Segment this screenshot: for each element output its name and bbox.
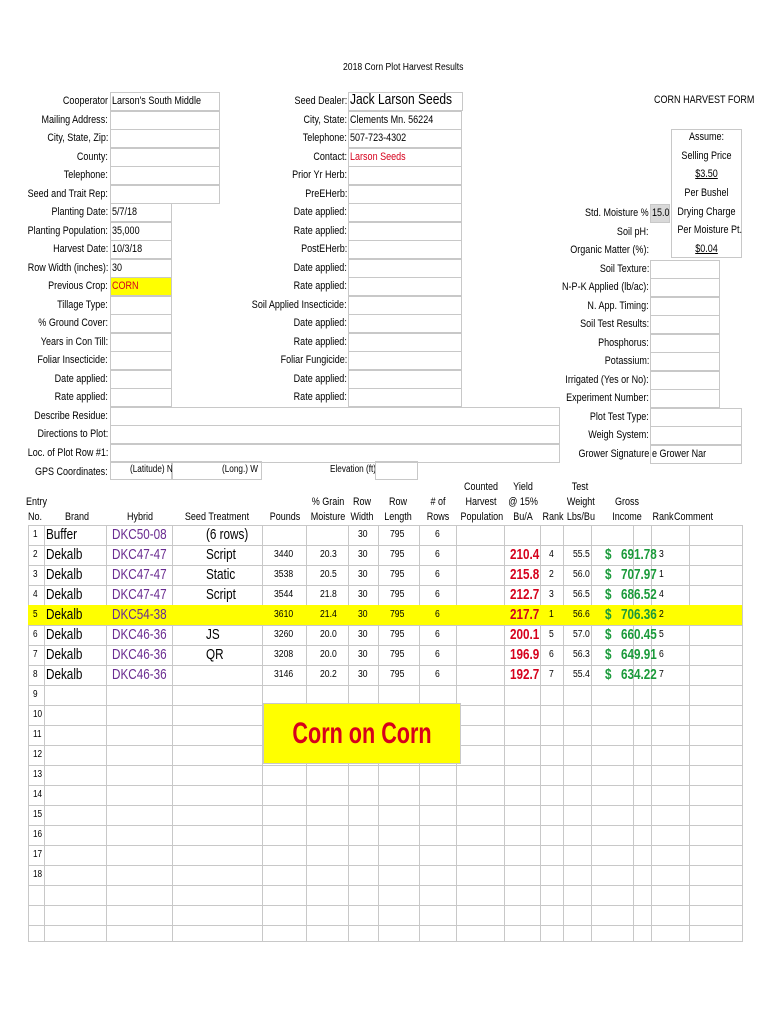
field-box[interactable]: [348, 259, 462, 278]
hybrid-cell: DKC54-38: [112, 606, 167, 623]
table-row[interactable]: [28, 545, 742, 565]
table-row[interactable]: [28, 685, 742, 705]
field-value: 10/3/18: [112, 243, 143, 255]
field-box[interactable]: [650, 371, 720, 390]
field-box[interactable]: [650, 297, 720, 316]
field-label: Date applied:: [293, 261, 347, 274]
entry-no: 4: [33, 589, 38, 600]
field-box[interactable]: [650, 260, 720, 279]
field-box[interactable]: [348, 166, 462, 185]
field-label: Directions to Plot:: [37, 428, 108, 440]
field-label: Rate applied:: [293, 391, 347, 403]
gross-income-cell: 686.52: [621, 586, 657, 603]
row-length-cell: 795: [390, 609, 405, 620]
seed-treatment-cell: Static: [206, 566, 236, 583]
test-weight-cell: 57.0: [573, 629, 590, 640]
field-box[interactable]: [110, 407, 560, 426]
hdr-seed-treatment: Seed Treatment: [184, 511, 250, 523]
corn-on-corn-callout: [263, 703, 461, 764]
table-row[interactable]: [28, 845, 742, 865]
field-value: CORN: [112, 280, 139, 292]
selling-price-value: $3.50: [695, 168, 718, 180]
field-label: Soil Test Results:: [579, 318, 649, 330]
field-label: Seed Dealer:: [294, 95, 347, 107]
field-label: PostEHerb:: [300, 243, 347, 255]
hdr-rows-1: # of: [430, 496, 446, 508]
rank2-cell: 2: [659, 609, 664, 620]
entry-no: 11: [33, 729, 42, 740]
field-box[interactable]: [110, 148, 220, 167]
field-box[interactable]: [348, 222, 462, 241]
hdr-yield-3: Bu/A: [513, 511, 533, 523]
gross-income-cell: 691.78: [621, 546, 657, 563]
test-weight-cell: 55.4: [573, 669, 590, 680]
field-value: 507-723-4302: [350, 132, 407, 144]
field-label: Contact:: [313, 150, 347, 163]
hdr-rank2: Rank: [652, 511, 674, 523]
brand-cell: Dekalb: [46, 606, 83, 623]
field-label: Loc. of Plot Row #1:: [27, 446, 108, 459]
brand-cell: Dekalb: [46, 666, 83, 683]
gross-income-cell: 706.36: [621, 606, 657, 623]
hdr-pop-3: Population: [460, 511, 504, 523]
entry-no: 6: [33, 629, 38, 640]
brand-cell: Dekalb: [46, 646, 83, 663]
row-width-cell: 30: [358, 529, 368, 540]
rank2-cell: 6: [659, 649, 664, 660]
hybrid-cell: DKC47-47: [112, 586, 167, 603]
dollar-sign: $: [605, 666, 612, 683]
field-box[interactable]: [348, 388, 462, 407]
gps-long-label: (Long.) W: [222, 464, 259, 475]
field-box[interactable]: [110, 129, 220, 148]
hdr-row-width-2: Width: [350, 511, 374, 523]
pounds-cell: 3260: [274, 629, 294, 640]
hdr-row-length-1: Row: [388, 496, 408, 508]
field-box[interactable]: [650, 408, 742, 427]
entry-no: 2: [33, 549, 38, 560]
gross-income-cell: 660.45: [621, 626, 657, 643]
field-box[interactable]: [348, 314, 462, 333]
field-label: Foliar Fungicide:: [280, 354, 347, 366]
hdr-pop-2: Harvest: [465, 496, 497, 508]
yield-cell: 200.1: [510, 626, 540, 643]
moisture-cell: 20.2: [320, 669, 337, 680]
gross-income-cell: 649.91: [621, 646, 657, 663]
hdr-row-width-1: Row: [352, 496, 372, 508]
rows-cell: 6: [435, 609, 440, 620]
entry-no: 12: [33, 749, 43, 760]
field-box[interactable]: [110, 111, 220, 130]
row-width-cell: 30: [358, 609, 368, 620]
field-label: Date applied:: [293, 317, 347, 329]
field-box[interactable]: [110, 370, 172, 389]
field-box[interactable]: [650, 334, 720, 353]
field-label: Potassium:: [604, 355, 649, 367]
field-label: Telephone:: [63, 169, 108, 181]
field-value: Clements Mn. 56224: [350, 113, 434, 126]
field-box[interactable]: [348, 370, 462, 389]
field-value: Larson Seeds: [350, 150, 406, 163]
field-label: Phosphorus:: [598, 336, 649, 349]
test-weight-cell: 56.0: [573, 569, 590, 580]
gross-income-cell: 634.22: [621, 666, 657, 683]
brand-cell: Dekalb: [46, 626, 83, 643]
entry-no: 9: [33, 689, 38, 700]
hdr-brand: Brand: [64, 511, 90, 523]
dollar-sign: $: [605, 606, 612, 623]
field-label: Seed and Trait Rep:: [27, 187, 108, 200]
field-label: N. App. Timing:: [587, 299, 649, 312]
field-label: Std. Moisture %: [585, 207, 649, 219]
field-label: Experiment Number:: [566, 392, 649, 404]
rank2-cell: 5: [659, 629, 664, 640]
field-box[interactable]: [650, 426, 742, 445]
field-label: Foliar Insecticide:: [37, 354, 108, 366]
field-label: PreEHerb:: [304, 187, 347, 200]
grid-line: [742, 525, 743, 942]
test-weight-cell: 56.6: [573, 609, 590, 620]
field-label: Mailing Address:: [41, 113, 108, 126]
table-row[interactable]: [28, 785, 742, 805]
row-width-cell: 30: [358, 549, 368, 560]
field-value: 5/7/18: [112, 206, 138, 218]
field-label: Planting Population:: [27, 224, 108, 237]
moisture-cell: 20.0: [320, 649, 337, 660]
field-box[interactable]: [110, 166, 220, 185]
entry-no: 17: [33, 849, 43, 860]
field-value: e Grower Nar: [652, 447, 707, 460]
table-row[interactable]: [28, 585, 742, 605]
hybrid-cell: DKC50-08: [112, 526, 167, 543]
seed-treatment-cell: Script: [206, 546, 236, 563]
page-title: 2018 Corn Plot Harvest Results: [343, 62, 464, 73]
hybrid-cell: DKC46-36: [112, 646, 167, 663]
gps-elev-box[interactable]: [375, 461, 418, 480]
field-box[interactable]: [348, 351, 462, 370]
field-box[interactable]: [650, 352, 720, 371]
rows-cell: 6: [435, 629, 440, 640]
field-box[interactable]: [110, 351, 172, 370]
entry-no: 16: [33, 829, 43, 840]
row-width-cell: 30: [358, 649, 368, 660]
field-box[interactable]: [110, 333, 172, 352]
hdr-pop-1: Counted: [463, 481, 499, 493]
grid-line: [28, 925, 742, 926]
hybrid-cell: DKC46-36: [112, 626, 167, 643]
form-title: CORN HARVEST FORM: [654, 94, 755, 106]
hybrid-cell: DKC47-47: [112, 566, 167, 583]
rank2-cell: 1: [659, 569, 664, 580]
moisture-cell: 20.5: [320, 569, 337, 580]
field-label: Soil Applied Insecticide:: [252, 298, 347, 311]
field-label-gps: GPS Coordinates:: [35, 466, 108, 478]
yield-cell: 215.8: [510, 566, 540, 583]
field-box[interactable]: [110, 425, 560, 444]
hdr-pounds: Pounds: [269, 511, 301, 523]
field-box[interactable]: [650, 389, 720, 408]
dollar-sign: $: [605, 546, 612, 563]
selling-price-label: Selling Price: [681, 150, 732, 162]
grid-line: [28, 941, 742, 942]
rank-cell: 2: [549, 569, 554, 580]
seed-treatment-cell: QR: [206, 646, 224, 663]
field-box[interactable]: [110, 388, 172, 407]
row-length-cell: 795: [390, 629, 405, 640]
hdr-moisture-2: Moisture: [310, 511, 346, 523]
field-label: Rate applied:: [293, 280, 347, 292]
hdr-yield-2: @ 15%: [508, 496, 538, 508]
field-value: Larson's South Middle: [112, 95, 201, 107]
rows-cell: 6: [435, 569, 440, 580]
field-box[interactable]: [110, 296, 172, 315]
brand-cell: Dekalb: [46, 566, 83, 583]
moisture-cell: 20.0: [320, 629, 337, 640]
gross-income-cell: 707.97: [621, 566, 657, 583]
field-label: Rate applied:: [54, 391, 108, 403]
seed-treatment-cell: Script: [206, 586, 236, 603]
rank2-cell: 4: [659, 589, 664, 600]
rank2-cell: 7: [659, 669, 664, 680]
yield-cell: 210.4: [510, 546, 540, 563]
field-label: Irrigated (Yes or No):: [565, 373, 649, 386]
hdr-row-length-2: Length: [384, 511, 412, 523]
pounds-cell: 3610: [274, 609, 294, 620]
field-label: Date applied:: [293, 206, 347, 218]
yield-cell: 217.7: [510, 606, 540, 623]
field-box[interactable]: [110, 314, 172, 333]
dollar-sign: $: [605, 566, 612, 583]
test-weight-cell: 55.5: [573, 549, 590, 560]
field-label: Describe Residue:: [34, 409, 108, 422]
rank-cell: 5: [549, 629, 554, 640]
field-label: Row Width (inches):: [27, 261, 108, 274]
entry-no: 7: [33, 649, 38, 660]
hdr-gi-2: Income: [612, 511, 642, 523]
rows-cell: 6: [435, 529, 440, 540]
test-weight-cell: 56.5: [573, 589, 590, 600]
brand-cell: Dekalb: [46, 546, 83, 563]
rows-cell: 6: [435, 589, 440, 600]
row-length-cell: 795: [390, 669, 405, 680]
hdr-entry: Entry: [25, 496, 48, 508]
brand-cell: Dekalb: [46, 586, 83, 603]
moisture-cell: 20.3: [320, 549, 337, 560]
field-label: Telephone:: [302, 132, 347, 144]
field-label: Tillage Type:: [57, 298, 108, 311]
gps-elev-label: Elevation (ft): [330, 464, 377, 475]
field-label: County:: [76, 150, 108, 163]
grid-line: [28, 905, 742, 906]
rows-cell: 6: [435, 669, 440, 680]
field-box[interactable]: [110, 444, 560, 463]
field-label: Prior Yr Herb:: [292, 169, 347, 181]
pounds-cell: 3208: [274, 649, 294, 660]
yield-cell: 212.7: [510, 586, 540, 603]
table-row[interactable]: [28, 665, 742, 685]
field-label: Previous Crop:: [48, 280, 108, 292]
rank2-cell: 3: [659, 549, 664, 560]
field-label: Weigh System:: [588, 429, 649, 441]
row-width-cell: 30: [358, 669, 368, 680]
hdr-comment: Comment: [673, 511, 714, 523]
field-box[interactable]: [110, 185, 220, 204]
dollar-sign: $: [605, 586, 612, 603]
drying-charge-value: $0.04: [695, 243, 718, 255]
field-label: City, State, Zip:: [47, 132, 108, 144]
field-label: Cooperator: [62, 95, 108, 107]
rows-cell: 6: [435, 549, 440, 560]
rank-cell: 3: [549, 589, 554, 600]
field-box[interactable]: [348, 296, 462, 315]
field-box[interactable]: [650, 278, 720, 297]
field-label: Soil Texture:: [599, 262, 649, 275]
gps-lat-label: (Latitude) N: [130, 464, 173, 475]
table-row[interactable]: [28, 625, 742, 645]
hdr-moisture-1: % Grain: [311, 496, 345, 508]
drying-charge-label: Drying Charge: [677, 206, 736, 218]
field-box[interactable]: [348, 277, 462, 296]
field-box[interactable]: [650, 315, 720, 334]
entry-no: 5: [33, 609, 38, 620]
callout-text: Corn on Corn: [292, 717, 432, 750]
entry-no: 13: [33, 769, 43, 780]
rank-cell: 6: [549, 649, 554, 660]
hybrid-cell: DKC46-36: [112, 666, 167, 683]
table-row[interactable]: [28, 805, 742, 825]
rows-cell: 6: [435, 649, 440, 660]
per-moisture-label: Per Moisture Pt.: [677, 224, 743, 236]
field-label: Date applied:: [54, 372, 108, 385]
moisture-cell: 21.8: [320, 589, 337, 600]
pounds-cell: 3440: [274, 549, 294, 560]
dollar-sign: $: [605, 626, 612, 643]
pounds-cell: 3146: [274, 669, 294, 680]
field-label: Planting Date:: [51, 206, 108, 218]
entry-no: 15: [33, 809, 43, 820]
field-label: Organic Matter (%):: [570, 244, 649, 256]
entry-no: 18: [33, 869, 43, 880]
seed-treatment-cell: (6 rows): [206, 526, 249, 543]
hdr-no: No.: [27, 511, 43, 523]
field-label: Grower Signature: [578, 447, 649, 460]
field-box[interactable]: [348, 203, 462, 222]
field-label: Years in Con Till:: [40, 335, 108, 348]
dollar-sign: $: [605, 646, 612, 663]
field-label: Plot Test Type:: [590, 410, 649, 423]
field-label: Rate applied:: [293, 224, 347, 237]
field-label: Harvest Date:: [52, 243, 108, 255]
rank-cell: 4: [549, 549, 554, 560]
row-width-cell: 30: [358, 569, 368, 580]
row-length-cell: 795: [390, 569, 405, 580]
field-box[interactable]: [348, 240, 462, 259]
moisture-cell: 21.4: [320, 609, 337, 620]
hdr-hybrid: Hybrid: [126, 511, 154, 523]
hdr-rows-2: Rows: [426, 511, 450, 523]
pounds-cell: 3544: [274, 589, 294, 600]
hdr-tw-2: Weight: [566, 496, 595, 508]
field-label: City, State:: [303, 113, 347, 126]
yield-cell: 192.7: [510, 666, 540, 683]
table-row[interactable]: [28, 865, 742, 885]
field-box[interactable]: [348, 185, 462, 204]
entry-no: 3: [33, 569, 38, 580]
hybrid-cell: DKC47-47: [112, 546, 167, 563]
table-row[interactable]: [28, 765, 742, 785]
hdr-gi-1: Gross: [614, 496, 640, 508]
entry-no: 1: [33, 529, 38, 540]
brand-cell: Buffer: [46, 526, 78, 543]
yield-cell: 196.9: [510, 646, 540, 663]
field-value: 30: [112, 261, 123, 274]
row-width-cell: 30: [358, 589, 368, 600]
table-row[interactable]: [28, 645, 742, 665]
table-row[interactable]: [28, 525, 742, 545]
field-box[interactable]: [348, 333, 462, 352]
row-length-cell: 795: [390, 589, 405, 600]
assume-label: Assume:: [688, 131, 725, 143]
table-row[interactable]: [28, 825, 742, 845]
per-bushel-label: Per Bushel: [684, 187, 729, 199]
row-width-cell: 30: [358, 629, 368, 640]
field-value: 15.0: [652, 207, 670, 219]
field-label: Date applied:: [293, 372, 347, 385]
entry-no: 8: [33, 669, 38, 680]
hdr-tw-3: Lbs/Bu: [566, 511, 595, 523]
hdr-tw-1: Test: [571, 481, 589, 493]
test-weight-cell: 56.3: [573, 649, 590, 660]
row-length-cell: 795: [390, 649, 405, 660]
field-label: % Ground Cover:: [38, 317, 108, 329]
field-value: Jack Larson Seeds: [350, 91, 453, 108]
rank-cell: 7: [549, 669, 554, 680]
pounds-cell: 3538: [274, 569, 294, 580]
field-label: Rate applied:: [293, 335, 347, 348]
entry-no: 10: [33, 709, 43, 720]
table-row[interactable]: [28, 565, 742, 585]
row-length-cell: 795: [390, 549, 405, 560]
table-row[interactable]: [28, 605, 742, 625]
hdr-rank: Rank: [542, 511, 564, 523]
seed-treatment-cell: JS: [206, 626, 220, 643]
rank-cell: 1: [549, 609, 554, 620]
entry-no: 14: [33, 789, 43, 800]
hdr-yield-1: Yield: [513, 481, 533, 493]
row-length-cell: 795: [390, 529, 405, 540]
field-label: N-P-K Applied (lb/ac):: [562, 281, 649, 293]
grid-line: [28, 885, 742, 886]
field-label: Soil pH:: [617, 225, 649, 238]
field-value: 35,000: [112, 224, 140, 237]
